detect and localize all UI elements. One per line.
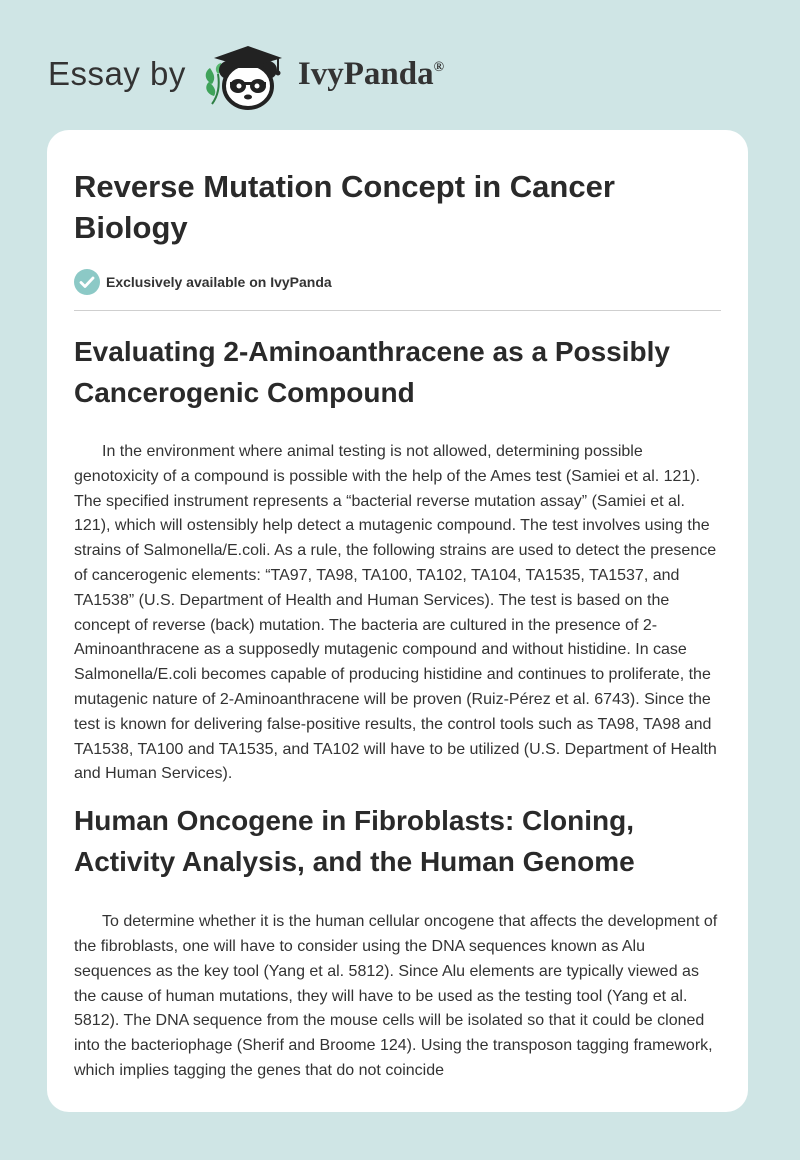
title-divider (74, 310, 721, 311)
essay-card (47, 130, 748, 1112)
essay-by-label: Essay by (48, 55, 186, 92)
brand-logo-text[interactable]: IvyPanda® (297, 55, 445, 92)
exclusive-badge-text: Exclusively available on IvyPanda (106, 274, 332, 290)
essay-title: Reverse Mutation Concept in Cancer Biology (74, 169, 615, 245)
exclusive-badge (74, 268, 721, 296)
section-paragraph: In the environment where animal testing is not allowed, determining possible genotoxicity of a compound is possible with the help of the Ames test (Samiei et al. 121). The specified instrument represents a “bacterial reverse mutation assay” (Samiei et al. 121), which will ostensibly help detect a mutagenic compound. The test involves using the strains of Salmonella/E.coli. As a rule, the following strains are used to detect the presence of cancerogenic elements: “TA97, TA98, TA100, TA102, TA104, TA1535, TA1537, and TA1538” (U.S. Department of Health and Human Services). The test is based on the concept of reverse (back) mutation. The bacteria are cultured in the presence of 2-Aminoanthracene as a supposedly mutagenic compound and without histidine. In case Salmonella/E.coli becomes capable of producing histidine and continues to proliferate, the mutagenic nature of 2-Aminoanthracene will be proven (Ruiz-Pérez et al. 6743). Since the test is known for delivering false-positive results, the control tools such as TA98, TA98 and TA1538, TA100 and TA1535, and TA102 will have to be utilized (U.S. Department of Health and Human Services). (74, 443, 717, 783)
section-heading: Human Oncogene in Fibroblasts: Cloning, Activity Analysis, and the Human Genome (74, 805, 635, 878)
site-header (48, 34, 548, 114)
section-paragraph: To determine whether it is the human cellular oncogene that affects the development of the fibroblasts, one will have to consider using the DNA sequences known as Alu sequences as the key tool (Yang et al. 5812). Since Alu elements are typically viewed as the cause of human mutations, they will have to be used as the testing tool (Yang et al. 5812). The DNA sequence from the mouse cells will be isolated so that it could be cloned into the bacteriophage (Sherif and Broome 124). Using the transposon tagging framework, which implies tagging the genes that do not coincide (74, 913, 718, 1079)
panda-graduation-cap-icon[interactable] (198, 34, 294, 114)
section-heading: Evaluating 2-Aminoanthracene as a Possibly Cancerogenic Compound (74, 336, 670, 408)
check-circle-icon (74, 269, 100, 295)
